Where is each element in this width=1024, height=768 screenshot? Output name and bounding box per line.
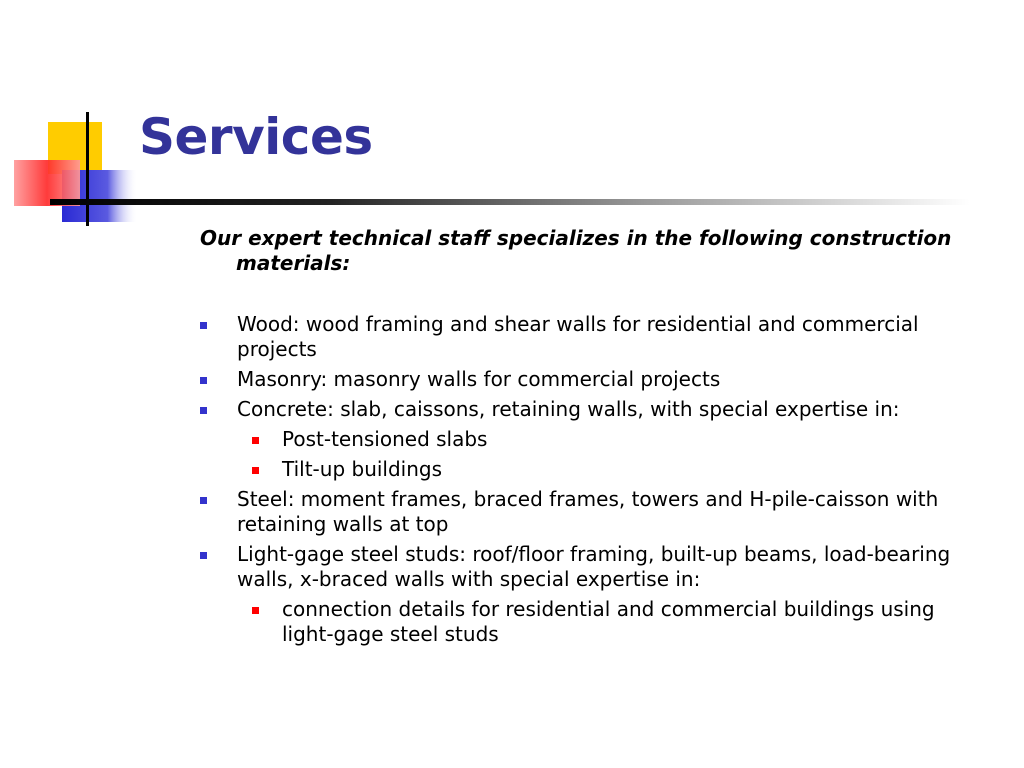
- list-item-text: Masonry: masonry walls for commercial projects: [237, 367, 721, 391]
- list-item: [200, 312, 990, 362]
- intro-text: Our expert technical staff specializes in the following construction materials:: [200, 226, 952, 275]
- bullet-square-icon: [200, 497, 207, 504]
- bullet-square-icon: [200, 377, 207, 384]
- list-item: [200, 397, 990, 422]
- bullet-square-icon: [200, 407, 207, 414]
- title-underline: [50, 199, 970, 205]
- list-item-text: Light-gage steel studs: roof/floor framing, built-up beams, load-bearing walls, x-braced walls with special expertise in:: [237, 542, 951, 591]
- bullet-square-icon: [200, 552, 207, 559]
- sub-bullet-square-icon: [252, 607, 259, 614]
- sub-list-item: [200, 427, 990, 452]
- list-item: [200, 367, 990, 392]
- sub-list-item-text: Tilt-up buildings: [282, 457, 443, 481]
- list-item-text: Steel: moment frames, braced frames, towers and H-pile-caisson with retaining walls at top: [237, 487, 939, 536]
- sub-list-item: [200, 597, 990, 647]
- slide-title: Services: [139, 108, 373, 166]
- list-item: [200, 542, 990, 592]
- list-item: [200, 487, 990, 537]
- sub-list-item-text: Post-tensioned slabs: [282, 427, 488, 451]
- bullet-list: [200, 312, 990, 652]
- logo-vertical-line: [86, 112, 89, 226]
- sub-list-item-text: connection details for residential and commercial buildings using light-gage steel studs: [282, 597, 935, 646]
- sub-list-item: [200, 457, 990, 482]
- sub-bullet-square-icon: [252, 437, 259, 444]
- bullet-square-icon: [200, 322, 207, 329]
- sub-bullet-square-icon: [252, 467, 259, 474]
- list-item-text: Concrete: slab, caissons, retaining walls, with special expertise in:: [237, 397, 900, 421]
- list-item-text: Wood: wood framing and shear walls for residential and commercial projects: [237, 312, 919, 361]
